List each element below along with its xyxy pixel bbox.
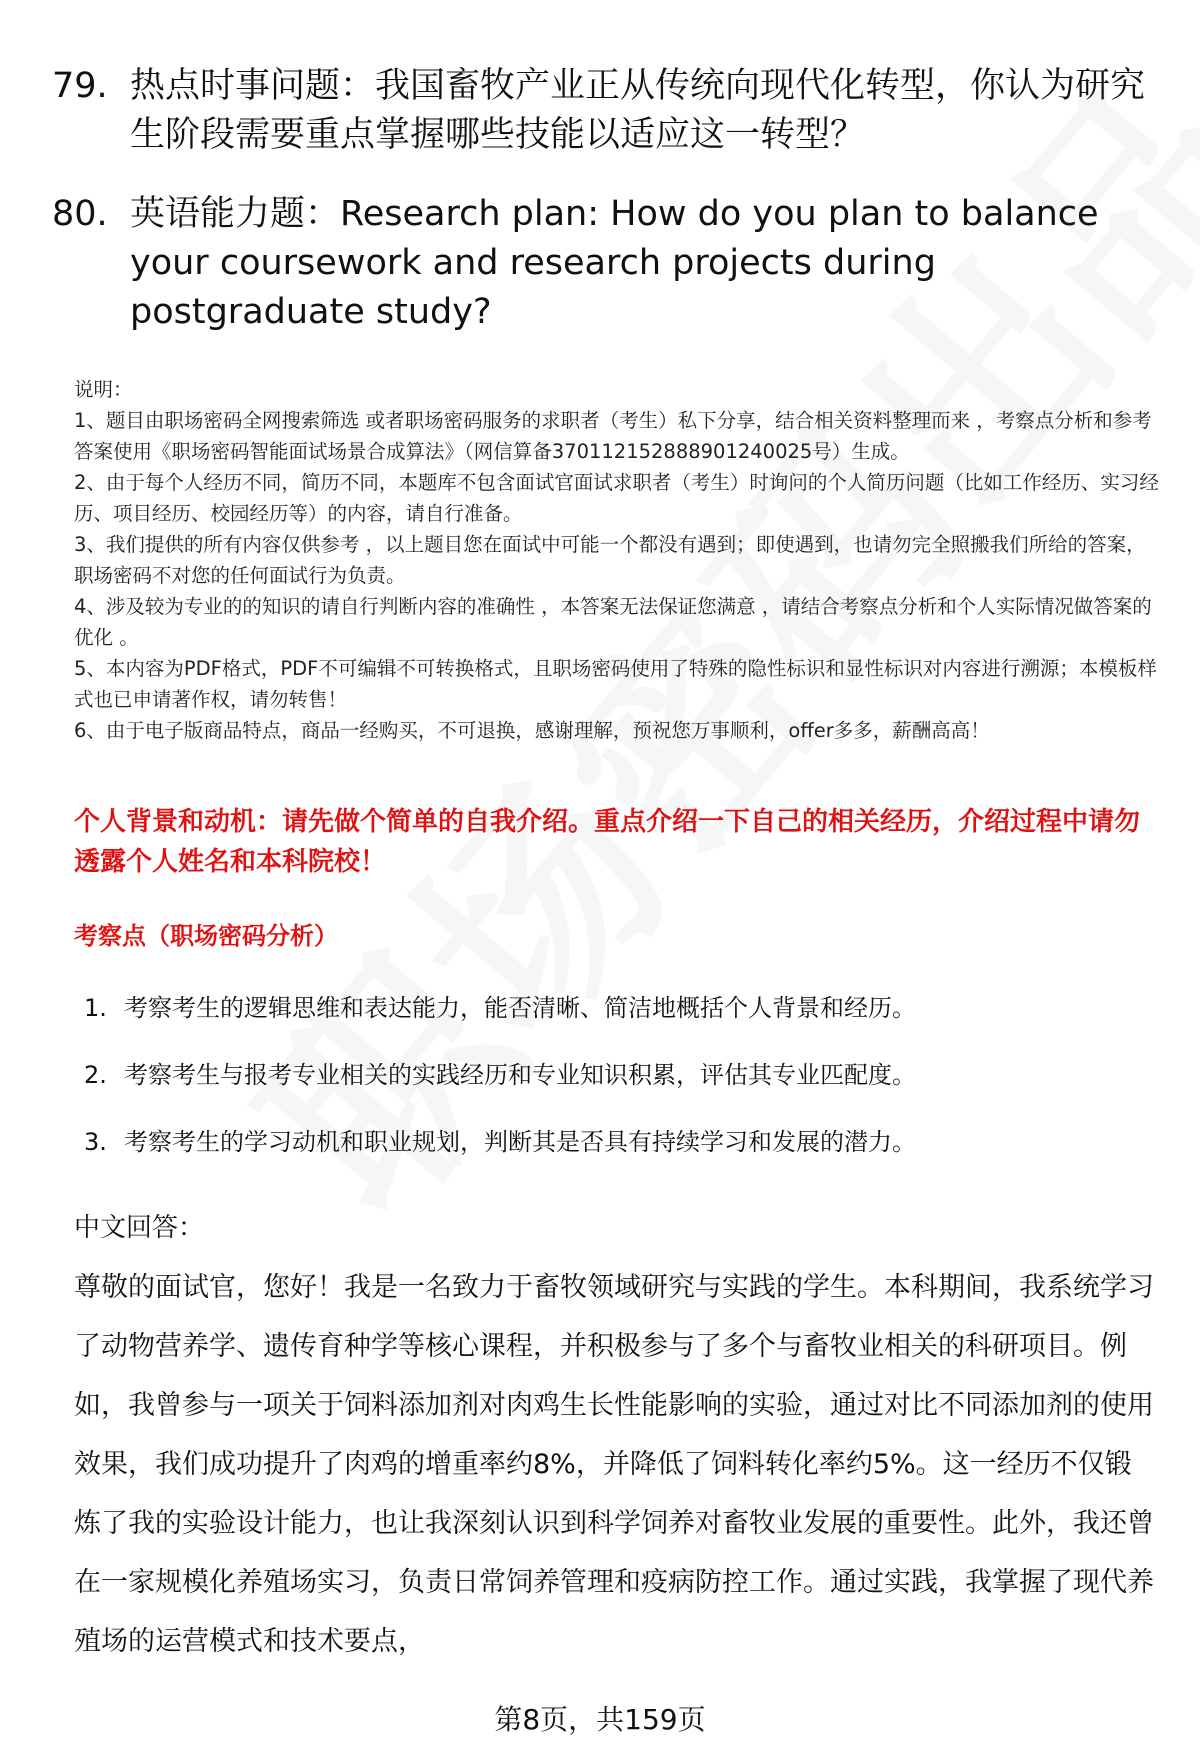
question-80 (52, 190, 1162, 337)
analysis-points (84, 990, 1164, 1191)
question-79 (52, 62, 1162, 160)
point-text: 考察考生的逻辑思维和表达能力，能否清晰、简洁地概括个人背景和经历。 (124, 994, 916, 1022)
note-item: 2、由于每个人经历不同，简历不同，本题库不包含面试官面试求职者（考生）时询问的个人简历问题（比如工作经历、实习经历、项目经历、校园经历等）的内容，请自行准备。 (74, 471, 1159, 525)
question-text: 英语能力题：Research plan: How do you plan to balance your coursework and research projects during postgraduate study? (130, 194, 1099, 332)
note-item: 4、涉及较为专业的的知识的请自行判断内容的准确性 ，本答案无法保证您满意 ，请结合考察点分析和个人实际情况做答案的优化 。 (74, 595, 1152, 649)
answer-text: 尊敬的面试官，您好！我是一名致力于畜牧领域研究与实践的学生。本科期间，我系统学习了动物营养学、遗传育种学等核心课程，并积极参与了多个与畜牧业相关的科研项目。例如，我曾参与一项关于饲料添加剂对肉鸡生长性能影响的实验，通过对比不同添加剂的使用效果，我们成功提升了肉鸡的增重率约8%，并降低了饲料转化率约5%。这一经历不仅锻炼了我的实验设计能力，也让我深刻认识到科学饲养对畜牧业发展的重要性。此外，我还曾在一家规模化养殖场实习，负责日常饲养管理和疫病防控工作。通过实践，我掌握了现代养殖场的运营模式和技术要点， (74, 1272, 1154, 1657)
analysis-point (84, 990, 1164, 1057)
point-text: 考察考生的学习动机和职业规划，判断其是否具有持续学习和发展的潜力。 (124, 1128, 916, 1156)
note-item: 1、题目由职场密码全网搜索筛选 或者职场密码服务的求职者（考生）私下分享，结合相关资料整理而来 ，考察点分析和参考答案使用《职场密码智能面试场景合成算法》（网信算备370112152888901240025号）生成。 (74, 409, 1152, 463)
analysis-point (84, 1057, 1164, 1124)
analysis-point (84, 1124, 1164, 1191)
background-question: 个人背景和动机：请先做个简单的自我介绍。重点介绍一下自己的相关经历，介绍过程中请勿透露个人姓名和本科院校！ (74, 807, 1141, 877)
point-number: 2. (84, 1061, 107, 1089)
note-item: 6、由于电子版商品特点，商品一经购买，不可退换，感谢理解，预祝您万事顺利，offer多多，薪酬高高！ (74, 719, 990, 742)
question-number: 80. (52, 194, 108, 234)
page-footer: 第8页，共159页 (494, 1703, 706, 1736)
note-item: 5、本内容为PDF格式，PDF不可编辑不可转换格式，且职场密码使用了特殊的隐性标识和显性标识对内容进行溯源；本模板样式也已申请著作权，请勿转售！ (74, 657, 1157, 711)
note-item: 3、我们提供的所有内容仅供参考 ，以上题目您在面试中可能一个都没有遇到；即使遇到，也请勿完全照搬我们所给的答案，职场密码不对您的任何面试行为负责。 (74, 533, 1146, 587)
point-number: 1. (84, 994, 107, 1022)
notes-title: 说明： (74, 378, 133, 401)
point-text: 考察考生与报考专业相关的实践经历和专业知识积累，评估其专业匹配度。 (124, 1061, 916, 1089)
answer-label: 中文回答： (74, 1213, 205, 1243)
question-text: 热点时事问题：我国畜牧产业正从传统向现代化转型，你认为研究生阶段需要重点掌握哪些技能以适应这一转型？ (130, 66, 1146, 155)
analysis-heading: 考察点（职场密码分析） (74, 922, 338, 950)
question-number: 79. (52, 66, 108, 106)
point-number: 3. (84, 1128, 107, 1156)
notes-section (74, 374, 1164, 746)
